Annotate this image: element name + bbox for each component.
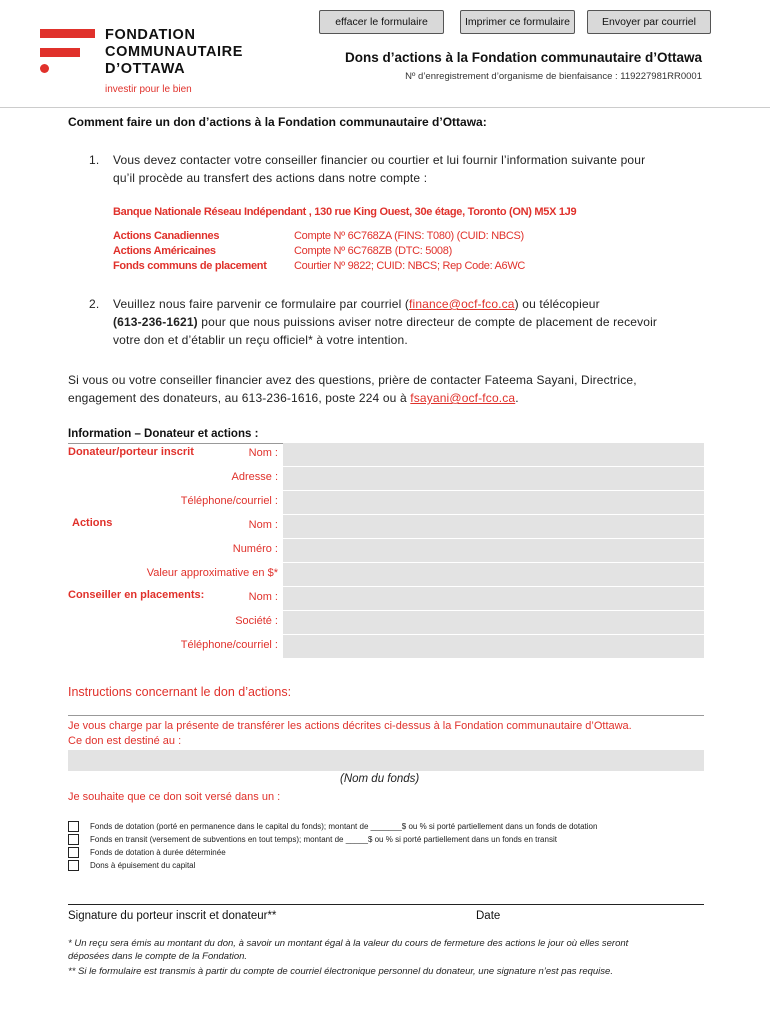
group-donor: Donateur/porteur inscrit bbox=[68, 446, 194, 458]
label-donor-name: Nom : bbox=[248, 447, 278, 459]
share-number-input[interactable] bbox=[283, 539, 704, 563]
instructions-title: Instructions concernant le don d’actions: bbox=[68, 685, 292, 699]
label-advisor-contact: Téléphone/courriel : bbox=[180, 639, 278, 651]
step2-line1: Veuillez nous faire parvenir ce formulaire par courriel (finance@ocf-fco.ca) ou télécopieur bbox=[113, 297, 600, 311]
label-advisor-company: Société : bbox=[235, 615, 278, 627]
signature-label: Signature du porteur inscrit et donateur** bbox=[68, 910, 277, 922]
label-share-number: Numéro : bbox=[232, 543, 278, 555]
finance-email-link[interactable]: finance@ocf-fco.ca bbox=[409, 297, 515, 311]
clear-form-button[interactable]: effacer le formulaire bbox=[319, 10, 444, 34]
account-value-american: Compte Nº 6C768ZB (DTC: 5008) bbox=[294, 245, 452, 257]
page-title: Dons d’actions à la Fondation communautaire d’Ottawa bbox=[344, 50, 702, 65]
label-share-value: Valeur approximative en $* bbox=[146, 567, 278, 579]
advisor-contact-input[interactable] bbox=[283, 635, 704, 659]
share-name-input[interactable] bbox=[283, 515, 704, 539]
logo-tagline: investir pour le bien bbox=[105, 84, 192, 95]
flowthrough-checkbox[interactable] bbox=[68, 834, 79, 845]
account-value-canadian: Compte Nº 6C768ZA (FINS: T080) (CUID: NBCS) bbox=[294, 230, 524, 242]
capital-depletion-checkbox[interactable] bbox=[68, 860, 79, 871]
footnote-signature: ** Si le formulaire est transmis à partir du compte de courriel électronique personnel du donateur, une signature n’est pas requise. bbox=[68, 966, 613, 977]
charity-registration: Nº d’enregistrement d’organisme de bienfaisance : 119227981RR0001 bbox=[405, 71, 702, 82]
instructions-divider bbox=[68, 715, 704, 716]
advisor-name-input[interactable] bbox=[283, 587, 704, 611]
contact-line1: Si vous ou votre conseiller financier avez des questions, prière de contacter Fateema Sayani, Directrice, bbox=[68, 373, 637, 387]
fund-name-caption: (Nom du fonds) bbox=[340, 773, 420, 785]
label-donor-address: Adresse : bbox=[231, 471, 278, 483]
term-endowment-checkbox[interactable] bbox=[68, 847, 79, 858]
header-divider bbox=[0, 107, 770, 108]
step1-line2: qu’il procède au transfert des actions dans notre compte : bbox=[113, 171, 428, 185]
account-label-mutual: Fonds communs de placement bbox=[113, 260, 267, 272]
step2-line2: (613-236-1621) pour que nous puissions aviser notre directeur de compte de placement de recevoir bbox=[113, 315, 658, 329]
donor-contact-input[interactable] bbox=[283, 491, 704, 515]
payment-type-label: Je souhaite que ce don soit versé dans un : bbox=[68, 791, 281, 803]
fund-name-input[interactable] bbox=[68, 750, 704, 771]
info-section-title: Information – Donateur et actions : bbox=[68, 428, 259, 440]
advisor-company-input[interactable] bbox=[283, 611, 704, 635]
instructions-line1: Je vous charge par la présente de transférer les actions décrites ci-dessus à la Fondation communautaire d’Ottawa. bbox=[68, 720, 632, 732]
account-value-mutual: Courtier Nº 9822; CUID: NBCS; Rep Code: A6WC bbox=[294, 260, 526, 272]
footnote-receipt-line1: * Un reçu sera émis au montant du don, à savoir un montant égal à la valeur du cours de fermeture des actions le jour où elles seront bbox=[68, 938, 629, 949]
group-actions: Actions bbox=[72, 517, 113, 529]
account-label-american: Actions Américaines bbox=[113, 245, 216, 257]
step1-number: 1. bbox=[89, 153, 100, 167]
logo-wordmark: FONDATION COMMUNAUTAIRE D’OTTAWA bbox=[105, 27, 244, 77]
print-form-button[interactable]: Imprimer ce formulaire bbox=[460, 10, 575, 34]
intro-heading: Comment faire un don d’actions à la Fondation communautaire d’Ottawa: bbox=[68, 115, 487, 129]
signature-line bbox=[68, 904, 704, 905]
donor-name-input[interactable] bbox=[283, 443, 704, 467]
contact-email-link[interactable]: fsayani@ocf-fco.ca bbox=[410, 391, 516, 405]
label-share-name: Nom : bbox=[248, 519, 278, 531]
share-value-input[interactable] bbox=[283, 563, 704, 587]
instructions-line2: Ce don est destiné au : bbox=[68, 735, 182, 747]
endowment-checkbox[interactable] bbox=[68, 821, 79, 832]
group-advisor: Conseiller en placements: bbox=[68, 589, 205, 601]
footnote-receipt-line2: déposées dans le compte de la Fondation. bbox=[68, 951, 248, 962]
email-form-button[interactable]: Envoyer par courriel bbox=[587, 10, 711, 34]
step2-number: 2. bbox=[89, 297, 100, 311]
contact-line2: engagement des donateurs, au 613-236-1616, poste 224 ou à fsayani@ocf-fco.ca. bbox=[68, 391, 519, 405]
label-advisor-name: Nom : bbox=[248, 591, 278, 603]
date-label: Date bbox=[476, 910, 501, 922]
account-label-canadian: Actions Canadiennes bbox=[113, 230, 220, 242]
donor-address-input[interactable] bbox=[283, 467, 704, 491]
label-donor-contact: Téléphone/courriel : bbox=[180, 495, 278, 507]
step2-line3: votre don et d’établir un reçu officiel* à votre intention. bbox=[113, 333, 408, 347]
bank-address: Banque Nationale Réseau Indépendant , 130 rue King Ouest, 30e étage, Toronto (ON) M5X 1J9 bbox=[113, 206, 577, 218]
step1-line1: Vous devez contacter votre conseiller financier ou courtier et lui fournir l’information suivante pour bbox=[113, 153, 646, 167]
